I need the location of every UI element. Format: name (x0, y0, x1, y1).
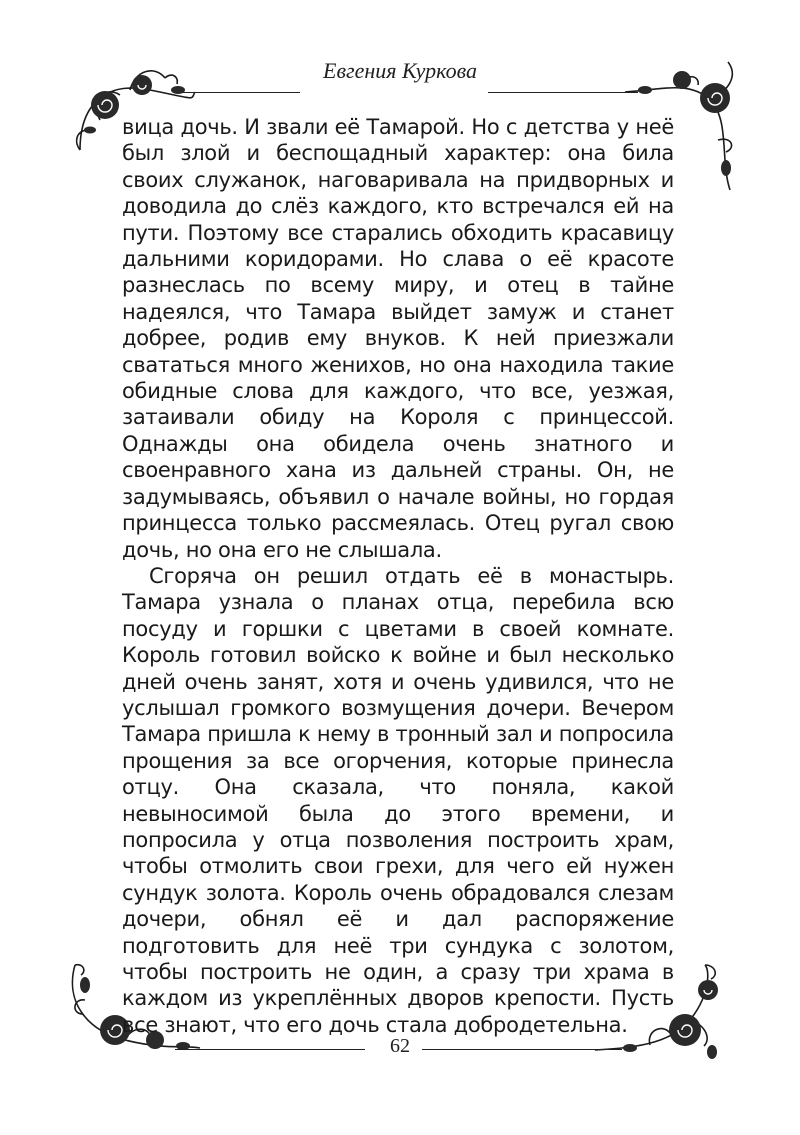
paragraph-1: вица дочь. И звали её Тамарой. Но с детства у неё был злой и беспощадный характер: она била своих служанок, наговаривала на придворных и доводила до слёз каждого, кто встречался ей на пути. Поэтому все старались обходить красавицу дальними коридорами. Но слава о её красоте разнеслась по всему миру, и отец в тайне надеялся, что Тамара выйдет замуж и станет добрее, родив ему внуков. К ней приезжали свататься много женихов, но она находила такие обидные слова для каждого, что все, уезжая, затаивали обиду на Короля с принцессой. Однажды она обидела очень знатного и своенравного хана из дальней страны. Он, не задумываясь, объявил о начале войны, но гордая принцесса только рассмеялась. Отец ругал свою дочь, но она его не слышала. (122, 115, 674, 562)
page-number: 62 (390, 1035, 410, 1057)
footer-rule-right (422, 1049, 622, 1050)
header-rule-right (488, 92, 638, 93)
running-header-author: Евгения Куркова (323, 58, 477, 83)
header-rule-left (182, 92, 300, 93)
paragraph-2: Сгоряча он решил отдать её в монастырь. Тамара узнала о планах отца, перебила всю посуду и горшки с цветами в своей комнате. Король готовил войско к войне и был несколько дней очень занят, хотя и очень удивился, что не услышал громкого возмущения дочери. Вечером Тамара пришла к нему в тронный зал и попросила прощения за все огорчения, которые принесла отцу. Она сказала, что поняла, какой невыносимой была до этого времени, и попросила у отца позволения построить храм, чтобы отмолить свои грехи, для чего ей нужен сундук золота. Король очень обрадовался слезам дочери, обнял её и дал распоряжение подготовить для неё три сундука с золотом, чтобы построить не один, а сразу три храма в каждом из укреплённых дворов крепости. Пусть все знают, что его дочь стала добродетельна. (122, 563, 674, 1037)
page-body (122, 114, 674, 1038)
